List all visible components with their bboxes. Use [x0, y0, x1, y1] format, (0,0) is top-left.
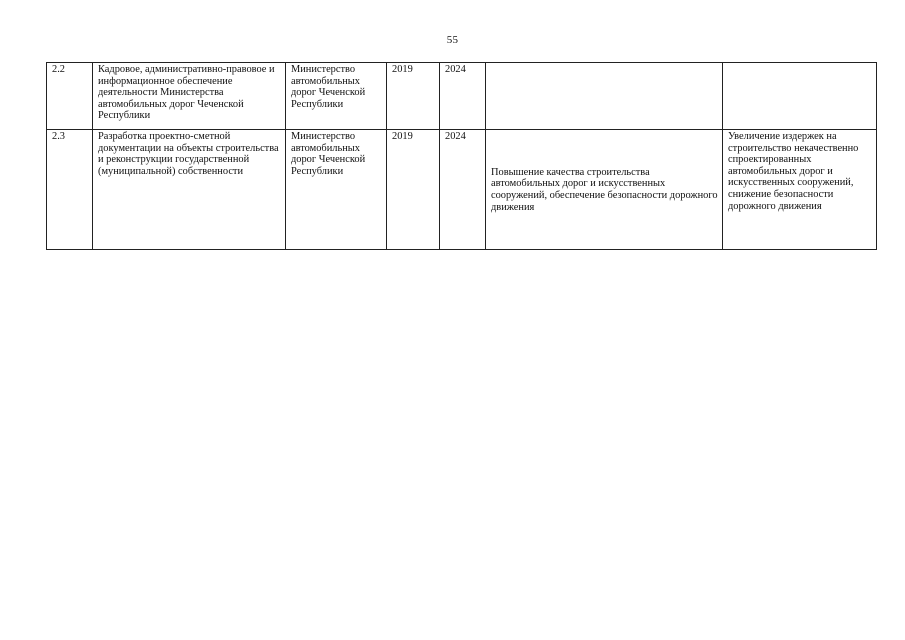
start-year-cell	[387, 130, 440, 250]
row-number-cell	[47, 130, 93, 250]
consequence-text: Увеличение издержек на строительство некачественно спроектированных автомобильных дорог и искусственных сооружений, снижение безопасности дорожного движения	[728, 131, 859, 212]
executor-text: Министерство автомобильных дорог Чеченской Республики	[291, 131, 366, 177]
start-year: 2019	[392, 64, 413, 75]
row-number: 2.3	[52, 131, 65, 142]
start-year: 2019	[392, 131, 413, 142]
table-row	[47, 63, 877, 130]
executor-cell	[286, 63, 387, 130]
end-year: 2024	[445, 64, 466, 75]
result-text: Повышение качества строительства автомобильных дорог и искусственных сооружений, обеспечение безопасности дорожного движения	[491, 166, 718, 213]
result-cell	[486, 130, 723, 250]
row-number-cell	[47, 63, 93, 130]
end-year-cell	[440, 130, 486, 250]
activity-cell	[93, 130, 286, 250]
executor-text: Министерство автомобильных дорог Чеченской Республики	[291, 64, 366, 110]
measures-table	[46, 62, 877, 250]
executor-cell	[286, 130, 387, 250]
activity-text: Разработка проектно-сметной документации на объекты строительства и реконструкции государственной (муниципальной) собственности	[98, 131, 279, 177]
page-number: 55	[446, 34, 459, 46]
consequence-cell	[723, 130, 877, 250]
end-year-cell	[440, 63, 486, 130]
activity-cell	[93, 63, 286, 130]
table-row	[47, 130, 877, 250]
start-year-cell	[387, 63, 440, 130]
activity-text: Кадровое, административно-правовое и информационное обеспечение деятельности Министерства автомобильных дорог Чеченской Республики	[98, 64, 275, 122]
consequence-cell	[723, 63, 877, 130]
end-year: 2024	[445, 131, 466, 142]
result-cell	[486, 63, 723, 130]
row-number: 2.2	[52, 64, 65, 75]
